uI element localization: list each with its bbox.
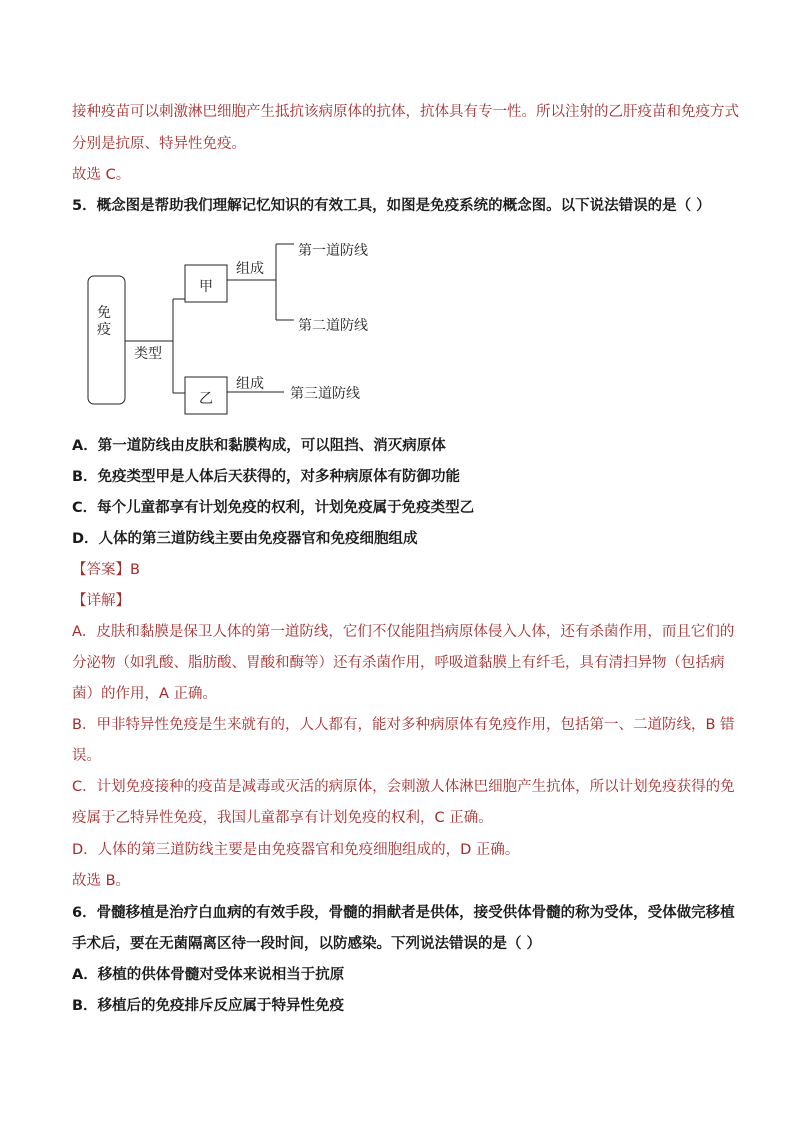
- immune-concept-diagram: [0, 0, 794, 430]
- third-line-defense: 第三道防线: [290, 386, 360, 402]
- q5-stem: 5．概念图是帮助我们理解记忆知识的有效工具，如图是免疫系统的概念图。以下说法错误的是（ ）: [72, 198, 711, 214]
- q5-option-c: C．每个儿童都享有计划免疫的权利，计划免疫属于免疫类型乙: [72, 500, 475, 516]
- q6-stem-line2: 手术后，要在无菌隔离区待一段时间，以防感染。下列说法错误的是（ ）: [72, 936, 542, 952]
- detail-line: 疫属于乙特异性免疫，我国儿童都享有计划免疫的权利，C 正确。: [72, 810, 493, 826]
- node-jia-label: 甲: [199, 279, 213, 295]
- detail-line: 误。: [72, 748, 101, 764]
- detail-tag: 【详解】: [72, 593, 130, 609]
- root-label-1: 免: [97, 305, 111, 321]
- compose-top-label: 组成: [236, 261, 264, 277]
- root-box: [88, 276, 125, 404]
- detail-line: C．计划免疫接种的疫苗是减毒或灭活的病原体，会刺激人体淋巴细胞产生抗体，所以计划免疫获得的免: [72, 779, 735, 795]
- q5-option-b: B．免疫类型甲是人体后天获得的，对多种病原体有防御功能: [72, 469, 461, 485]
- root-label-2: 疫: [97, 322, 111, 338]
- compose-bottom-label: 组成: [236, 376, 264, 392]
- q6-option-b: B．移植后的免疫排斥反应属于特异性免疫: [72, 998, 345, 1014]
- type-label: 类型: [134, 346, 162, 362]
- q4-choose: 故选 C。: [72, 167, 131, 183]
- detail-line: B．甲非特异性免疫是生来就有的，人人都有，能对多种病原体有免疫作用，包括第一、二道防线，B 错: [72, 717, 735, 733]
- second-line-defense: 第二道防线: [298, 318, 368, 334]
- q5-choose: 故选 B。: [72, 873, 131, 889]
- q4-explanation-line1: 接种疫苗可以刺激淋巴细胞产生抵抗该病原体的抗体，抗体具有专一性。所以注射的乙肝疫苗和免疫方式: [72, 104, 739, 120]
- node-yi-label: 乙: [199, 391, 213, 407]
- detail-line: 菌）的作用，A 正确。: [72, 686, 218, 702]
- answer-value: B: [130, 562, 140, 578]
- first-line-defense: 第一道防线: [298, 243, 368, 259]
- detail-line: 分泌物（如乳酸、脂肪酸、胃酸和酶等）还有杀菌作用，呼吸道黏膜上有纤毛，具有清扫异物（包括病: [72, 655, 725, 671]
- q5-option-d: D．人体的第三道防线主要由免疫器官和免疫细胞组成: [72, 531, 418, 547]
- detail-line: A．皮肤和黏膜是保卫人体的第一道防线，它们不仅能阻挡病原体侵入人体，还有杀菌作用，而且它们的: [72, 624, 735, 640]
- detail-line: D．人体的第三道防线主要是由免疫器官和免疫细胞组成的，D 正确。: [72, 842, 520, 858]
- q6-option-a: A．移植的供体骨髓对受体来说相当于抗原: [72, 967, 345, 983]
- q5-answer: [72, 560, 140, 580]
- q6-stem-line1: 6．骨髓移植是治疗白血病的有效手段，骨髓的捐献者是供体，接受供体骨髓的称为受体，受体做完移植: [72, 905, 735, 921]
- q4-explanation-line2: 分别是抗原、特异性免疫。: [72, 136, 246, 152]
- answer-tag: 【答案】: [72, 562, 130, 578]
- q5-option-a: A．第一道防线由皮肤和黏膜构成，可以阻挡、消灭病原体: [72, 438, 446, 454]
